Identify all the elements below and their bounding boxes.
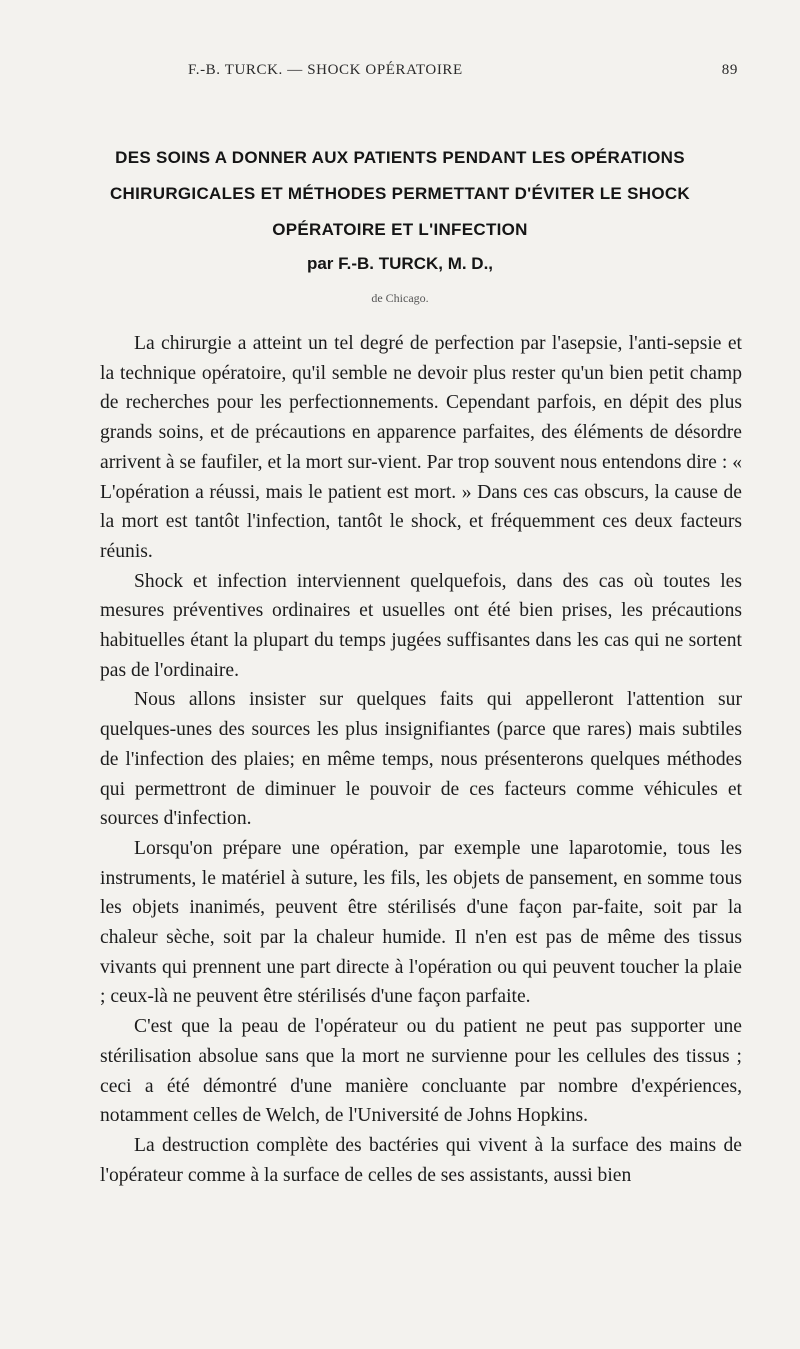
paragraph-1: La chirurgie a atteint un tel degré de perfection par l'asepsie, l'anti-sepsie et la technique opératoire, qu'il semble ne devoir plus rester qu'un bien petit champ de recherches pour les perfectionnements. Cependant parfois, en dépit des plus grands soins, et de précautions en apparence parfaites, des éléments de désordre arrivent à se faufiler, et la mort sur-vient. Par trop souvent nous entendons dire : « L'opération a réussi, mais le patient est mort. » Dans ces cas obscurs, la cause de la mort est tantôt l'infection, tantôt le shock, et fréquemment ces deux facteurs réunis.: [100, 333, 742, 562]
running-head-author-title: F.-B. TURCK. — SHOCK OPÉRATOIRE: [188, 62, 463, 78]
title-line-1: DES SOINS A DONNER AUX PATIENTS PENDANT LES OPÉRATIONS: [115, 148, 685, 167]
page-number: 89: [721, 62, 738, 78]
paragraph-5: C'est que la peau de l'opérateur ou du patient ne peut pas supporter une stérilisation absolue sans que la mort ne survienne pour les cellules des tissus ; ceci a été démontré d'une manière concluante par nombre d'expériences, notamment celles de Welch, de l'Université de Johns Hopkins.: [100, 1016, 742, 1127]
title-line-3: OPÉRATOIRE ET L'INFECTION: [272, 220, 528, 239]
paragraph-2: Shock et infection interviennent quelquefois, dans des cas où toutes les mesures préventives ordinaires et usuelles ont été bien prises, les précautions habituelles étant la plupart du temps jugées suffisantes dans les cas qui ne sortent pas de l'ordinaire.: [100, 570, 742, 681]
article-title: [60, 140, 740, 248]
paragraph-3: Nous allons insister sur quelques faits qui appelleront l'attention sur quelques-unes des sources les plus insignifiantes (parce que rares) mais subtiles de l'infection des plaies; en même temps, nous présenterons quelques méthodes qui permettront de diminuer le pouvoir de ces facteurs comme véhicules et sources d'infection.: [100, 689, 742, 830]
title-line-2: CHIRURGICALES ET MÉTHODES PERMETTANT D'ÉVITER LE SHOCK: [109, 184, 690, 203]
running-head: [188, 62, 738, 86]
author-byline: par F.-B. TURCK, M. D.,: [306, 254, 494, 273]
article-body: [100, 329, 742, 1190]
paragraph-4: Lorsqu'on prépare une opération, par exemple une laparotomie, tous les instruments, le matériel à suture, les fils, les objets de pansement, en somme tous les objets inanimés, peuvent être stérilisés d'une façon par-faite, soit par la chaleur sèche, soit par la chaleur humide. Il n'en est pas de même des tissus vivants qui prennent une part directe à l'opération ou qui peuvent toucher la plaie ; ceux-là ne peuvent être stérilisés d'une façon parfaite.: [100, 837, 742, 1008]
author-affiliation: de Chicago.: [371, 291, 429, 305]
paragraph-6: La destruction complète des bactéries qui vivent à la surface des mains de l'opérateur comme à la surface de celles de ses assistants, aussi bien: [100, 1134, 742, 1186]
